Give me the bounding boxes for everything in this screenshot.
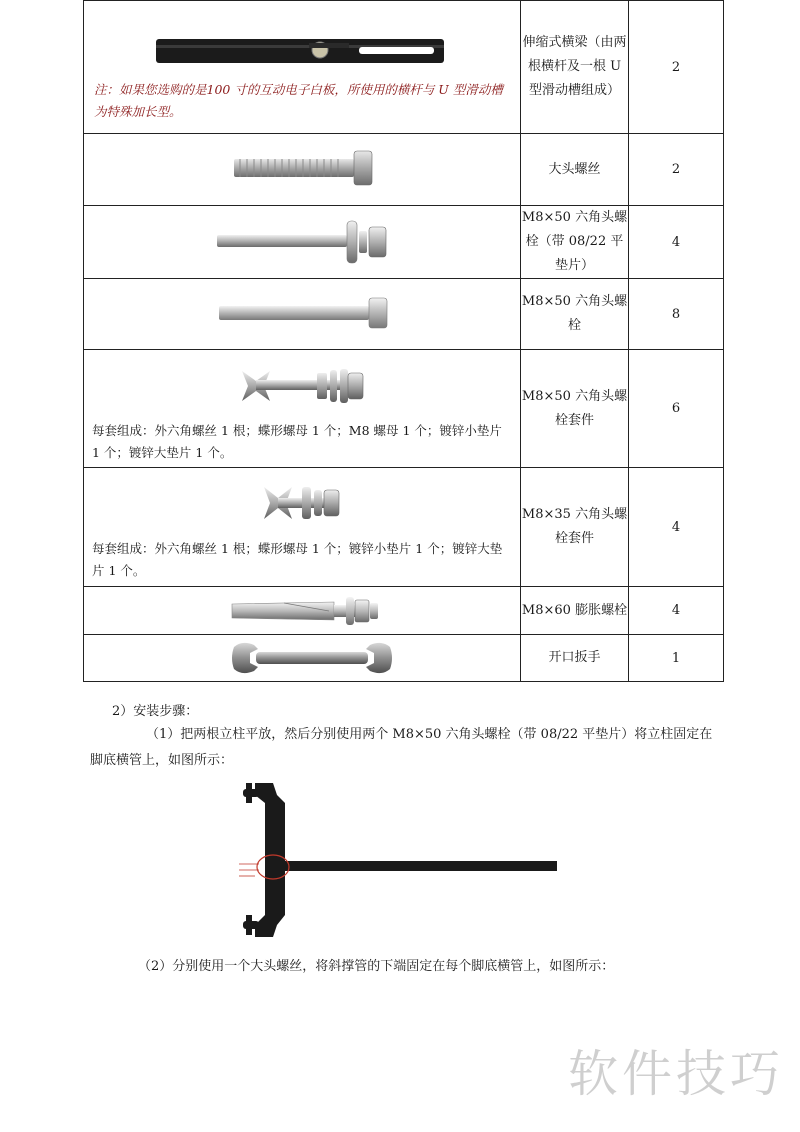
section-heading: 2）安装步骤： bbox=[112, 704, 199, 719]
part-image-cell bbox=[84, 134, 521, 206]
part-qty: 4 bbox=[629, 206, 724, 279]
open-end-wrench-image bbox=[84, 635, 520, 681]
beam-note: 注：如果您选购的是100 寸的互动电子白板，所使用的横杆与 U 型滑动槽为特殊加长型。 bbox=[94, 82, 503, 119]
part-image-cell bbox=[84, 1, 521, 134]
part-name: M8×50 六角头螺栓（带 08/22 平垫片） bbox=[521, 206, 629, 279]
part-qty: 1 bbox=[629, 635, 724, 682]
step-1-text: （1）把两根立柱平放，然后分别使用两个 M8×50 六角头螺栓（带 08/22 平垫片）将立柱固定在脚底横管上，如图所示： bbox=[90, 727, 713, 768]
parts-table bbox=[83, 0, 724, 682]
part-image-cell bbox=[84, 279, 521, 350]
part-name: 大头螺丝 bbox=[521, 134, 629, 206]
part-name: M8×50 六角头螺栓 bbox=[521, 279, 629, 350]
part-image-cell bbox=[84, 635, 521, 682]
part-name: 伸缩式横梁（由两根横杆及一根 U 型滑动槽组成） bbox=[521, 1, 629, 134]
part-image-cell bbox=[84, 350, 521, 468]
part-image-cell bbox=[84, 587, 521, 635]
table-row bbox=[84, 587, 724, 635]
m8x50-kit-image bbox=[84, 355, 520, 415]
table-row bbox=[84, 1, 724, 134]
kit-composition-note: 每套组成：外六角螺丝 1 根；蝶形螺母 1 个；镀锌小垫片 1 个；镀锌大垫片 1 个。 bbox=[92, 541, 503, 578]
part-name: M8×60 膨胀螺栓 bbox=[521, 587, 629, 635]
part-qty: 6 bbox=[629, 350, 724, 468]
part-qty: 8 bbox=[629, 279, 724, 350]
part-qty: 2 bbox=[629, 1, 724, 134]
table-row bbox=[84, 279, 724, 350]
table-row bbox=[84, 468, 724, 587]
column-base-diagram bbox=[225, 775, 565, 945]
table-row bbox=[84, 350, 724, 468]
part-qty: 2 bbox=[629, 134, 724, 206]
part-name: M8×35 六角头螺栓套件 bbox=[521, 468, 629, 587]
part-name: 开口扳手 bbox=[521, 635, 629, 682]
table-row bbox=[84, 134, 724, 206]
m8x35-kit-image bbox=[84, 473, 520, 533]
table-row bbox=[84, 206, 724, 279]
part-qty: 4 bbox=[629, 468, 724, 587]
watermark: 软件技巧 bbox=[568, 1045, 784, 1103]
part-name: M8×50 六角头螺栓套件 bbox=[521, 350, 629, 468]
expansion-bolt-image bbox=[84, 588, 520, 634]
part-qty: 4 bbox=[629, 587, 724, 635]
big-head-screw-image bbox=[84, 135, 520, 205]
step-2-text: （2）分别使用一个大头螺丝，将斜撑管的下端固定在每个脚底横管上，如图所示： bbox=[138, 959, 615, 974]
kit-composition-note: 每套组成：外六角螺丝 1 根；蝶形螺母 1 个；M8 螺母 1 个；镀锌小垫片 1 个；镀锌大垫片 1 个。 bbox=[92, 423, 502, 460]
part-image-cell bbox=[84, 206, 521, 279]
part-image-cell bbox=[84, 468, 521, 587]
m8x50-hex-bolt-image bbox=[84, 279, 520, 349]
m8x50-bolt-washer-image bbox=[84, 207, 520, 277]
table-row bbox=[84, 635, 724, 682]
